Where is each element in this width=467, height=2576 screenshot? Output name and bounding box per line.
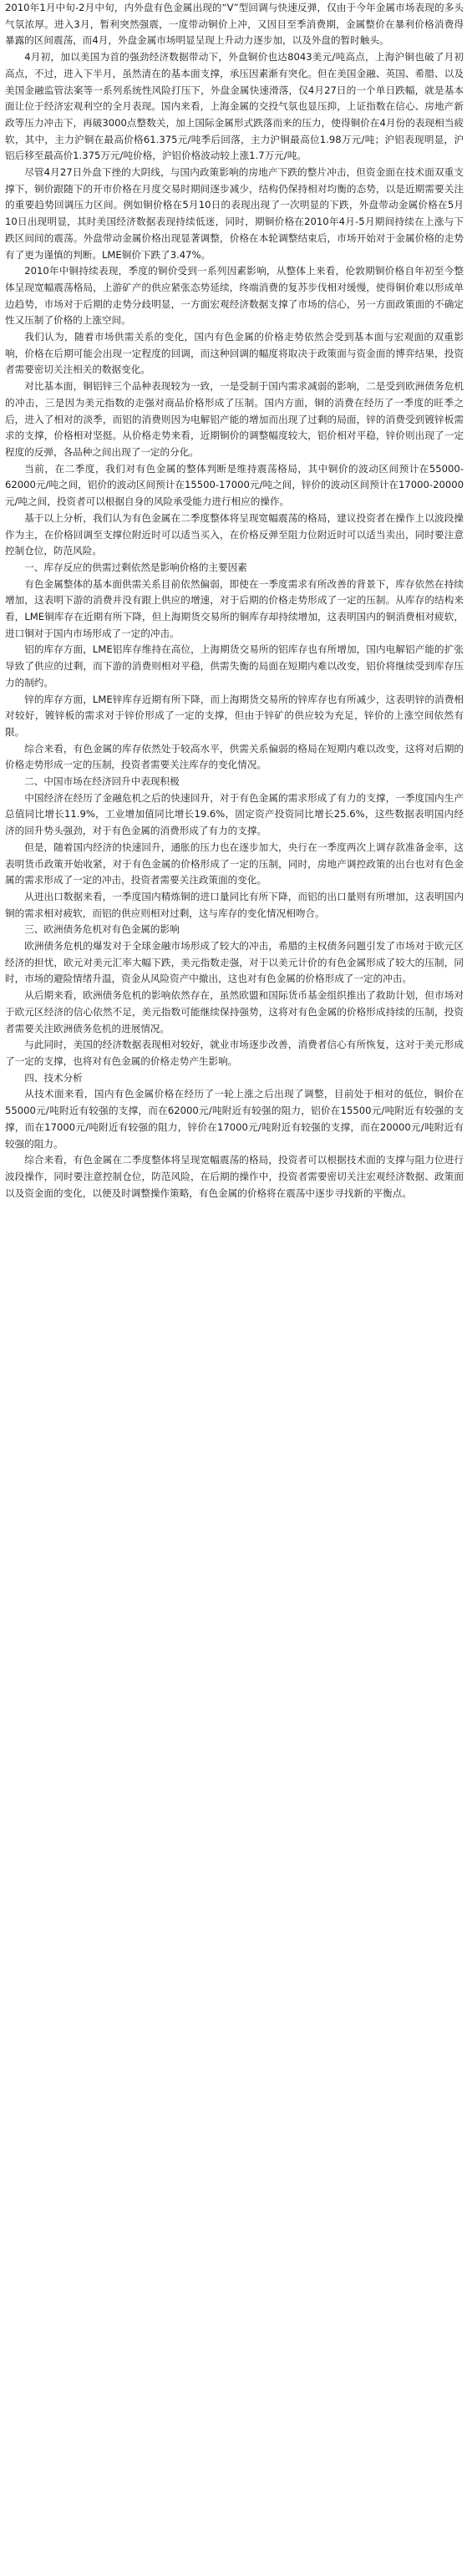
paragraph: 欧洲债务危机的爆发对于全球金融市场形成了较大的冲击，希腊的主权债务问题引发了市场对于欧元区经济的担忧，欧元对美元汇率大幅下跌，美元指数走强，对于以美元计价的有色金属形成了较大的压制，同时，市场的避险情绪升温，资金从风险资产中撤出，这也对有色金属的价格形成了一定的冲击。 bbox=[5, 940, 464, 985]
article-intro: 2010年1月中旬-2月中旬，内外盘有色金属出现的“V”型回调与快速反弹，仅由于今年金属市场表现的多头气氛浓厚。进入3月，暂利突然强震，一度带动铜价上冲，又因目至季消费期，金属整价在暴利价格消费得暴露的区间震荡，而4月，外盘金属市场明显呈现上升动力逐步加，以及外盘的暂时触头。 bbox=[5, 2, 464, 47]
section-heading-europe-debt: 三、欧洲债务危机对有色金属的影响 bbox=[24, 923, 180, 936]
paragraph: 基于以上分析，我们认为有色金属在二季度整体将呈现宽幅震荡的格局，建议投资者在操作上以波段操作为主，在价格回调至支撑位附近时可以适当买入，在价格反弹至阻力位附近时可以适当卖出，同时要注意控制仓位，防范风险。 bbox=[5, 511, 464, 557]
paragraph: 综合来看，有色金属在二季度整体将呈现宽幅震荡的格局，投资者可以根据技术面的支撑与阻力位进行波段操作，同时要注意控制仓位，防范风险，在后期的操作中，投资者需要密切关注宏观经济数据、政策面以及资金面的变化，以便及时调整操作策略，有色金属的价格将在震荡中逐步寻找新的平衡点。 bbox=[5, 1154, 464, 1199]
paragraph: 2010年中铜持续表现，季度的铜价受到一系列因素影响，从整体上来看，伦敦期铜价格自年初至今整体呈现宽幅震荡格局，上游矿产的供应紧张态势延续，终端消费的复苏步伐相对缓慢，使得铜价难以形成单边趋势，市场对于后期的走势分歧明显，一方面宏观经济数据支撑了市场的信心，另一方面政策面的不确定性又压制了价格的上涨空间。 bbox=[5, 265, 464, 327]
paragraph: 从技术面来看，国内有色金属价格在经历了一轮上涨之后出现了调整，目前处于相对的低位，铜价在55000元/吨附近有较强的支撑，而在62000元/吨附近有较强的阻力，铝价在15500元/吨附近有较强的支撑，而在17000元/吨附近有较强的阻力，锌价在17000元/吨附近有较强的支撑，而在20000元/吨附近有较强的阻力。 bbox=[5, 1088, 464, 1150]
section-heading-technical: 四、技术分析 bbox=[24, 1071, 83, 1084]
paragraph: 我们认为，随着市场供需关系的变化，国内有色金属的价格走势依然会受到基本面与宏观面的双重影响，价格在后期可能会出现一定程度的回调，而这种回调的幅度将取决于政策面与资金面的博弈结果，投资者需要密切关注相关的数据变化。 bbox=[5, 331, 464, 376]
section-heading-inventory: 一、库存反应的供需过剩依然是影响价格的主要因素 bbox=[24, 561, 247, 573]
paragraph: 4月初，加以美国为首的强劲经济数据带动下，外盘铜价也达8043美元/吨高点，上海沪铜也破了月初高点，不过，进入下半月，虽然清在的基本面支撑，承压因素渐有突化。但在美国金融、英国、希腊、以及美国金融监管法案等一系列系统性风险打压下，外盘金属快速滑落，仅4月27日的一个单日跌幅，就是基本面让位于经济宏观利空的全月表现。国内来看，上海金属的交投气氛也显压抑，上证指数在信心、房地产新政等压力冲击下，再破3000点整数关，加上国际金属形式跌落而来的压力，使得铜价在4月份的表现相当疲软，其中，主力沪铜在最高价格61.375元/吨季后回落，主力沪铜最高位1.98万元/吨；沪铝表现明显，沪铝后移至最高价1.375万元/吨价格，沪铝价格波动较上涨1.7万元/吨。 bbox=[5, 51, 464, 162]
section-heading-china-market: 二、中国市场在经济回升中表现积极 bbox=[24, 775, 180, 788]
paragraph: 与此同时，美国的经济数据表现相对较好，就业市场逐步改善，消费者信心有所恢复，这对于美元形成了一定的支撑，也将对有色金属的价格走势产生影响。 bbox=[5, 1039, 464, 1067]
paragraph: 从后期来看，欧洲债务危机的影响依然存在，虽然欧盟和国际货币基金组织推出了救助计划，但市场对于欧元区经济的信心依然不足，美元指数可能继续保持强势，这将对有色金属的价格形成持续的压制，投资者需要关注欧洲债务危机的进展情况。 bbox=[5, 989, 464, 1034]
paragraph: 锌的库存方面，LME锌库存近期有所下降，而上海期货交易所的锌库存也有所减少，这表明锌的消费相对较好，镀锌板的需求对于锌价形成了一定的支撑，但由于锌矿的供应较为充足，锌价的上涨空间依然有限。 bbox=[5, 693, 464, 738]
paragraph: 中国经济在经历了金融危机之后的快速回升，对于有色金属的需求形成了有力的支撑，一季度国内生产总值同比增长11.9%，工业增加值同比增长19.6%，固定资产投资同比增长25.6%，这些数据表明国内经济的回升势头强劲，对于有色金属的消费形成了有力的支撑。 bbox=[5, 791, 464, 837]
paragraph: 综合来看，有色金属的库存依然处于较高水平，供需关系偏弱的格局在短期内难以改变，这将对后期的价格走势形成一定的压制，投资者需要关注库存的变化情况。 bbox=[5, 742, 464, 771]
paragraph: 有色金属整体的基本面供需关系目前依然偏弱，即使在一季度需求有所改善的背景下，库存依然在持续增加，这表明下游的消费并没有跟上供应的增速，对于后期的价格走势形成了一定的压制。从库存的结构来看，LME铜库存在近期有所下降，但上海期货交易所的铜库存却持续增加，这表明国内的铜消费相对疲软，进口铜对于国内市场形成了一定的冲击。 bbox=[5, 577, 464, 639]
paragraph: 从进出口数据来看，一季度国内精炼铜的进口量同比有所下降，而铝的出口量则有所增加，这表明国内铜的需求相对疲软，而铝的供应则相对过剩，这与库存的变化情况相吻合。 bbox=[5, 890, 464, 919]
paragraph: 铝的库存方面，LME铝库存维持在高位，上海期货交易所的铝库存也有所增加，国内电解铝产能的扩张导致了供应的过剩，而下游的消费则相对平稳，供需失衡的局面在短期内难以改变，铝价将继续受到库存压力的制约。 bbox=[5, 643, 464, 688]
paragraph: 尽管4月27日外盘下挫的大阴线，与国内政策影响的房地产下跌的整片冲击，但资金面在技术面双重支撑下，铜价跟随下的开市价格在月度交易时期间逐步减少，结构仍保持相对均衡的态势，以是近期需要关注的重要趋势回调压力区间。例如铜价格在5月10日的表现出现了一次明显的下跌，外盘带动金属价格在5月10日出现明显，其时美国经济数据表现持续低迷，同时，期铜价格在2010年4月-5月期间持续在上涨与下跌区间间的震荡。外盘带动金属价格出现显著调整，价格在本轮调整结束后，市场开始对于金属价格的走势有了更为谨慎的判断。LME铜价下跌了3.47%。 bbox=[5, 166, 464, 261]
paragraph: 当前，在二季度，我们对有色金属的整体判断是维持震荡格局，其中铜价的波动区间预计在55000-62000元/吨之间，铝价的波动区间预计在15500-17000元/吨之间，锌价的波动区间预计在17000-20000元/吨之间，投资者可以根据自身的风险承受能力进行相应的操作。 bbox=[5, 462, 464, 508]
paragraph: 但是，随着国内经济的快速回升，通胀的压力也在逐步加大，央行在一季度两次上调存款准备金率，这表明货币政策开始收紧，对于有色金属的价格形成了一定的压制，同时，房地产调控政策的出台也对有色金属的需求形成了一定的冲击，投资者需要关注政策面的变化。 bbox=[5, 841, 464, 887]
paragraph: 对比基本面，铜铝锌三个品种表现较为一致，一是受制于国内需求减弱的影响，二是受到欧洲债务危机的冲击，三是因为美元指数的走强对商品价格形成了压制。国内方面，铜的消费在经历了一季度的旺季之后，进入了相对的淡季，而铝的消费则因为电解铝产能的增加而出现了过剩的局面，锌的消费受到镀锌板需求的支撑，价格相对坚挺。从价格走势来看，近期铜价的调整幅度较大，铝价相对平稳，锌价则出现了一定程度的反弹，各品种之间出现了一定的分化。 bbox=[5, 380, 464, 458]
